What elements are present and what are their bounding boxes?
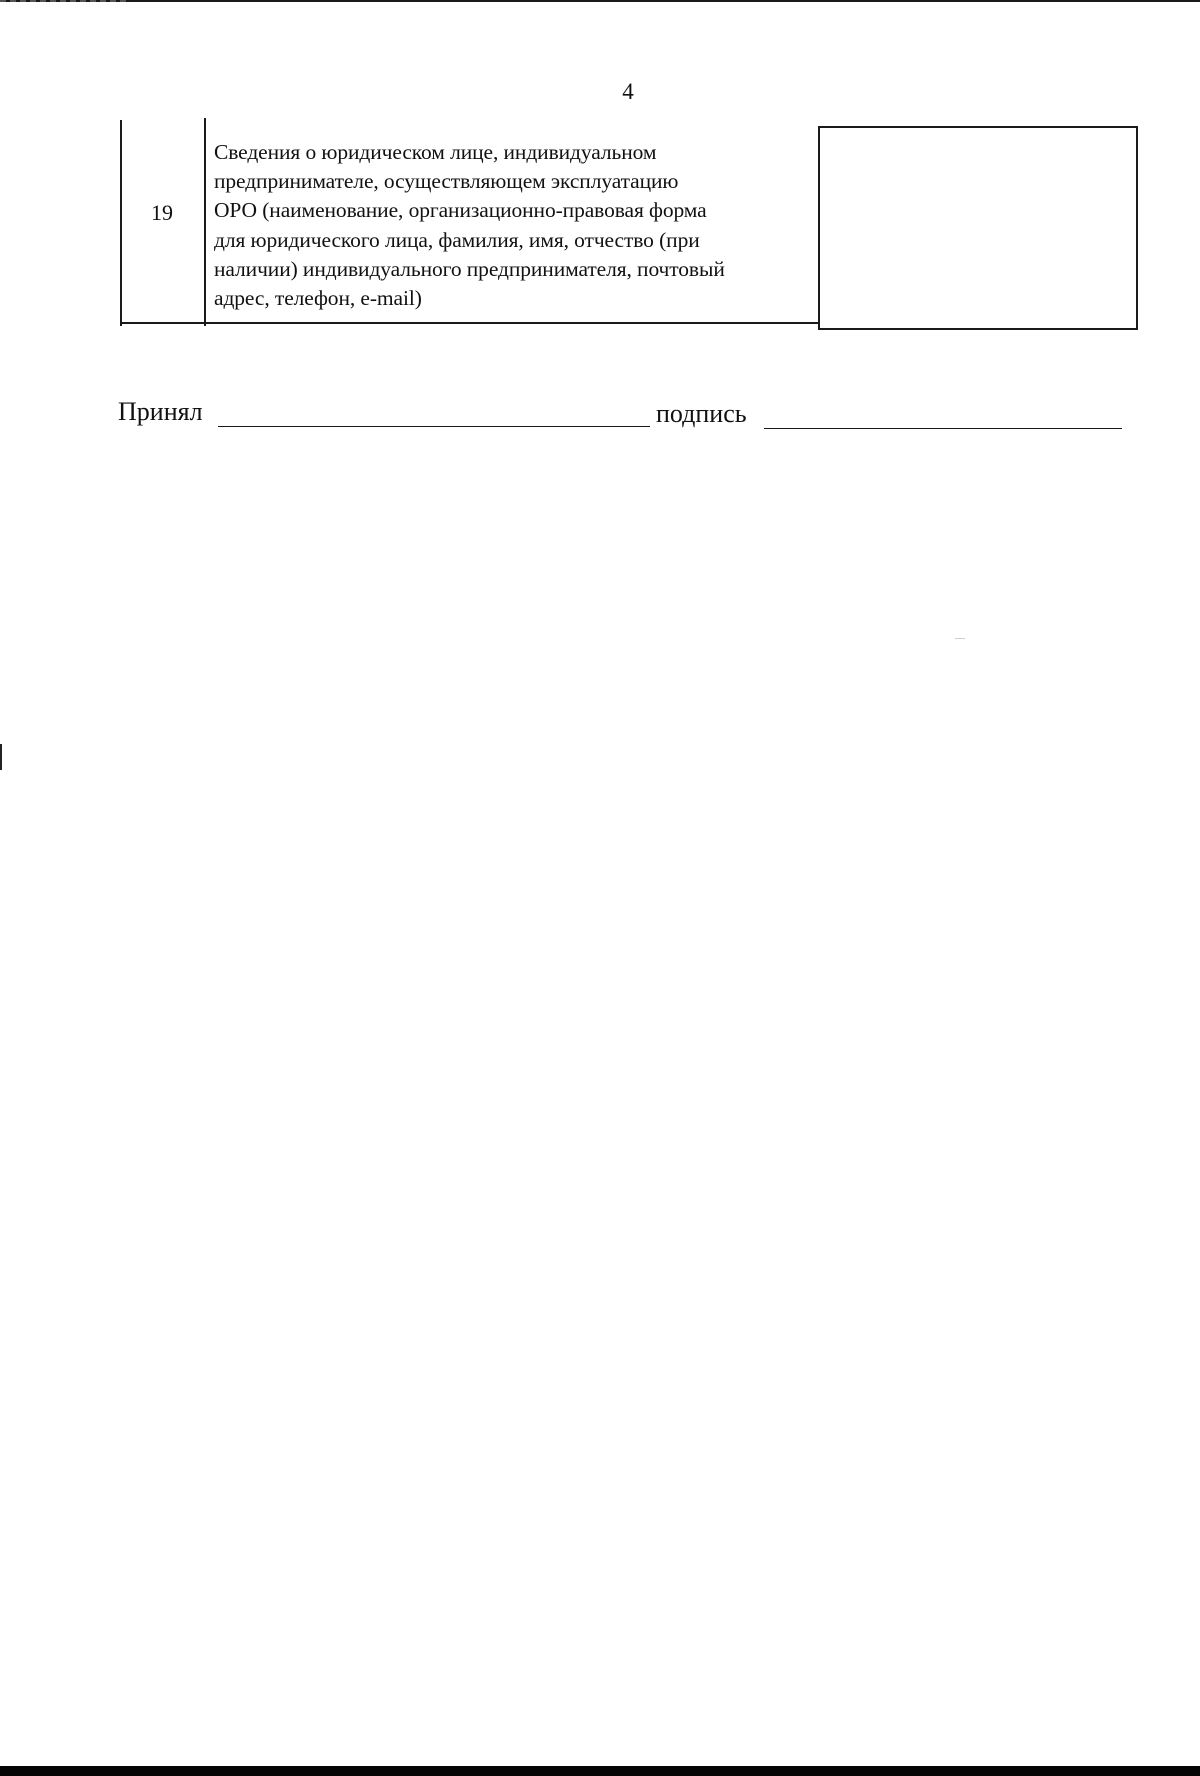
scan-bottom-border <box>0 1766 1200 1776</box>
row-value-cell[interactable] <box>820 126 1116 324</box>
table-border-right <box>1136 126 1138 329</box>
accepted-name-field[interactable] <box>218 426 650 427</box>
row-number: 19 <box>151 200 173 225</box>
scan-left-mark <box>0 744 2 770</box>
table-border-bottom <box>120 322 820 324</box>
form-table <box>120 118 1138 329</box>
signature-row <box>118 396 1128 436</box>
signature-label: подпись <box>656 399 747 428</box>
scan-top-border <box>0 0 1200 2</box>
row-description: Сведения о юридическом лице, индивидуальном предпринимателе, осуществляющем эксплуатацию ОРО (наименование, организационно-правовая форма для юридического лица, фамилия, имя, отчество (при наличии) индивидуального предпринимателя, почтовый адрес, телефон, e-mail) <box>214 140 725 311</box>
scan-speck <box>955 638 965 639</box>
page-number: 4 <box>622 79 634 104</box>
value-cell-bottom-border <box>818 328 1138 330</box>
signature-field[interactable] <box>764 428 1122 429</box>
accepted-label: Принял <box>118 397 203 426</box>
scan-top-dash <box>0 0 130 2</box>
table-divider-number <box>204 118 206 326</box>
